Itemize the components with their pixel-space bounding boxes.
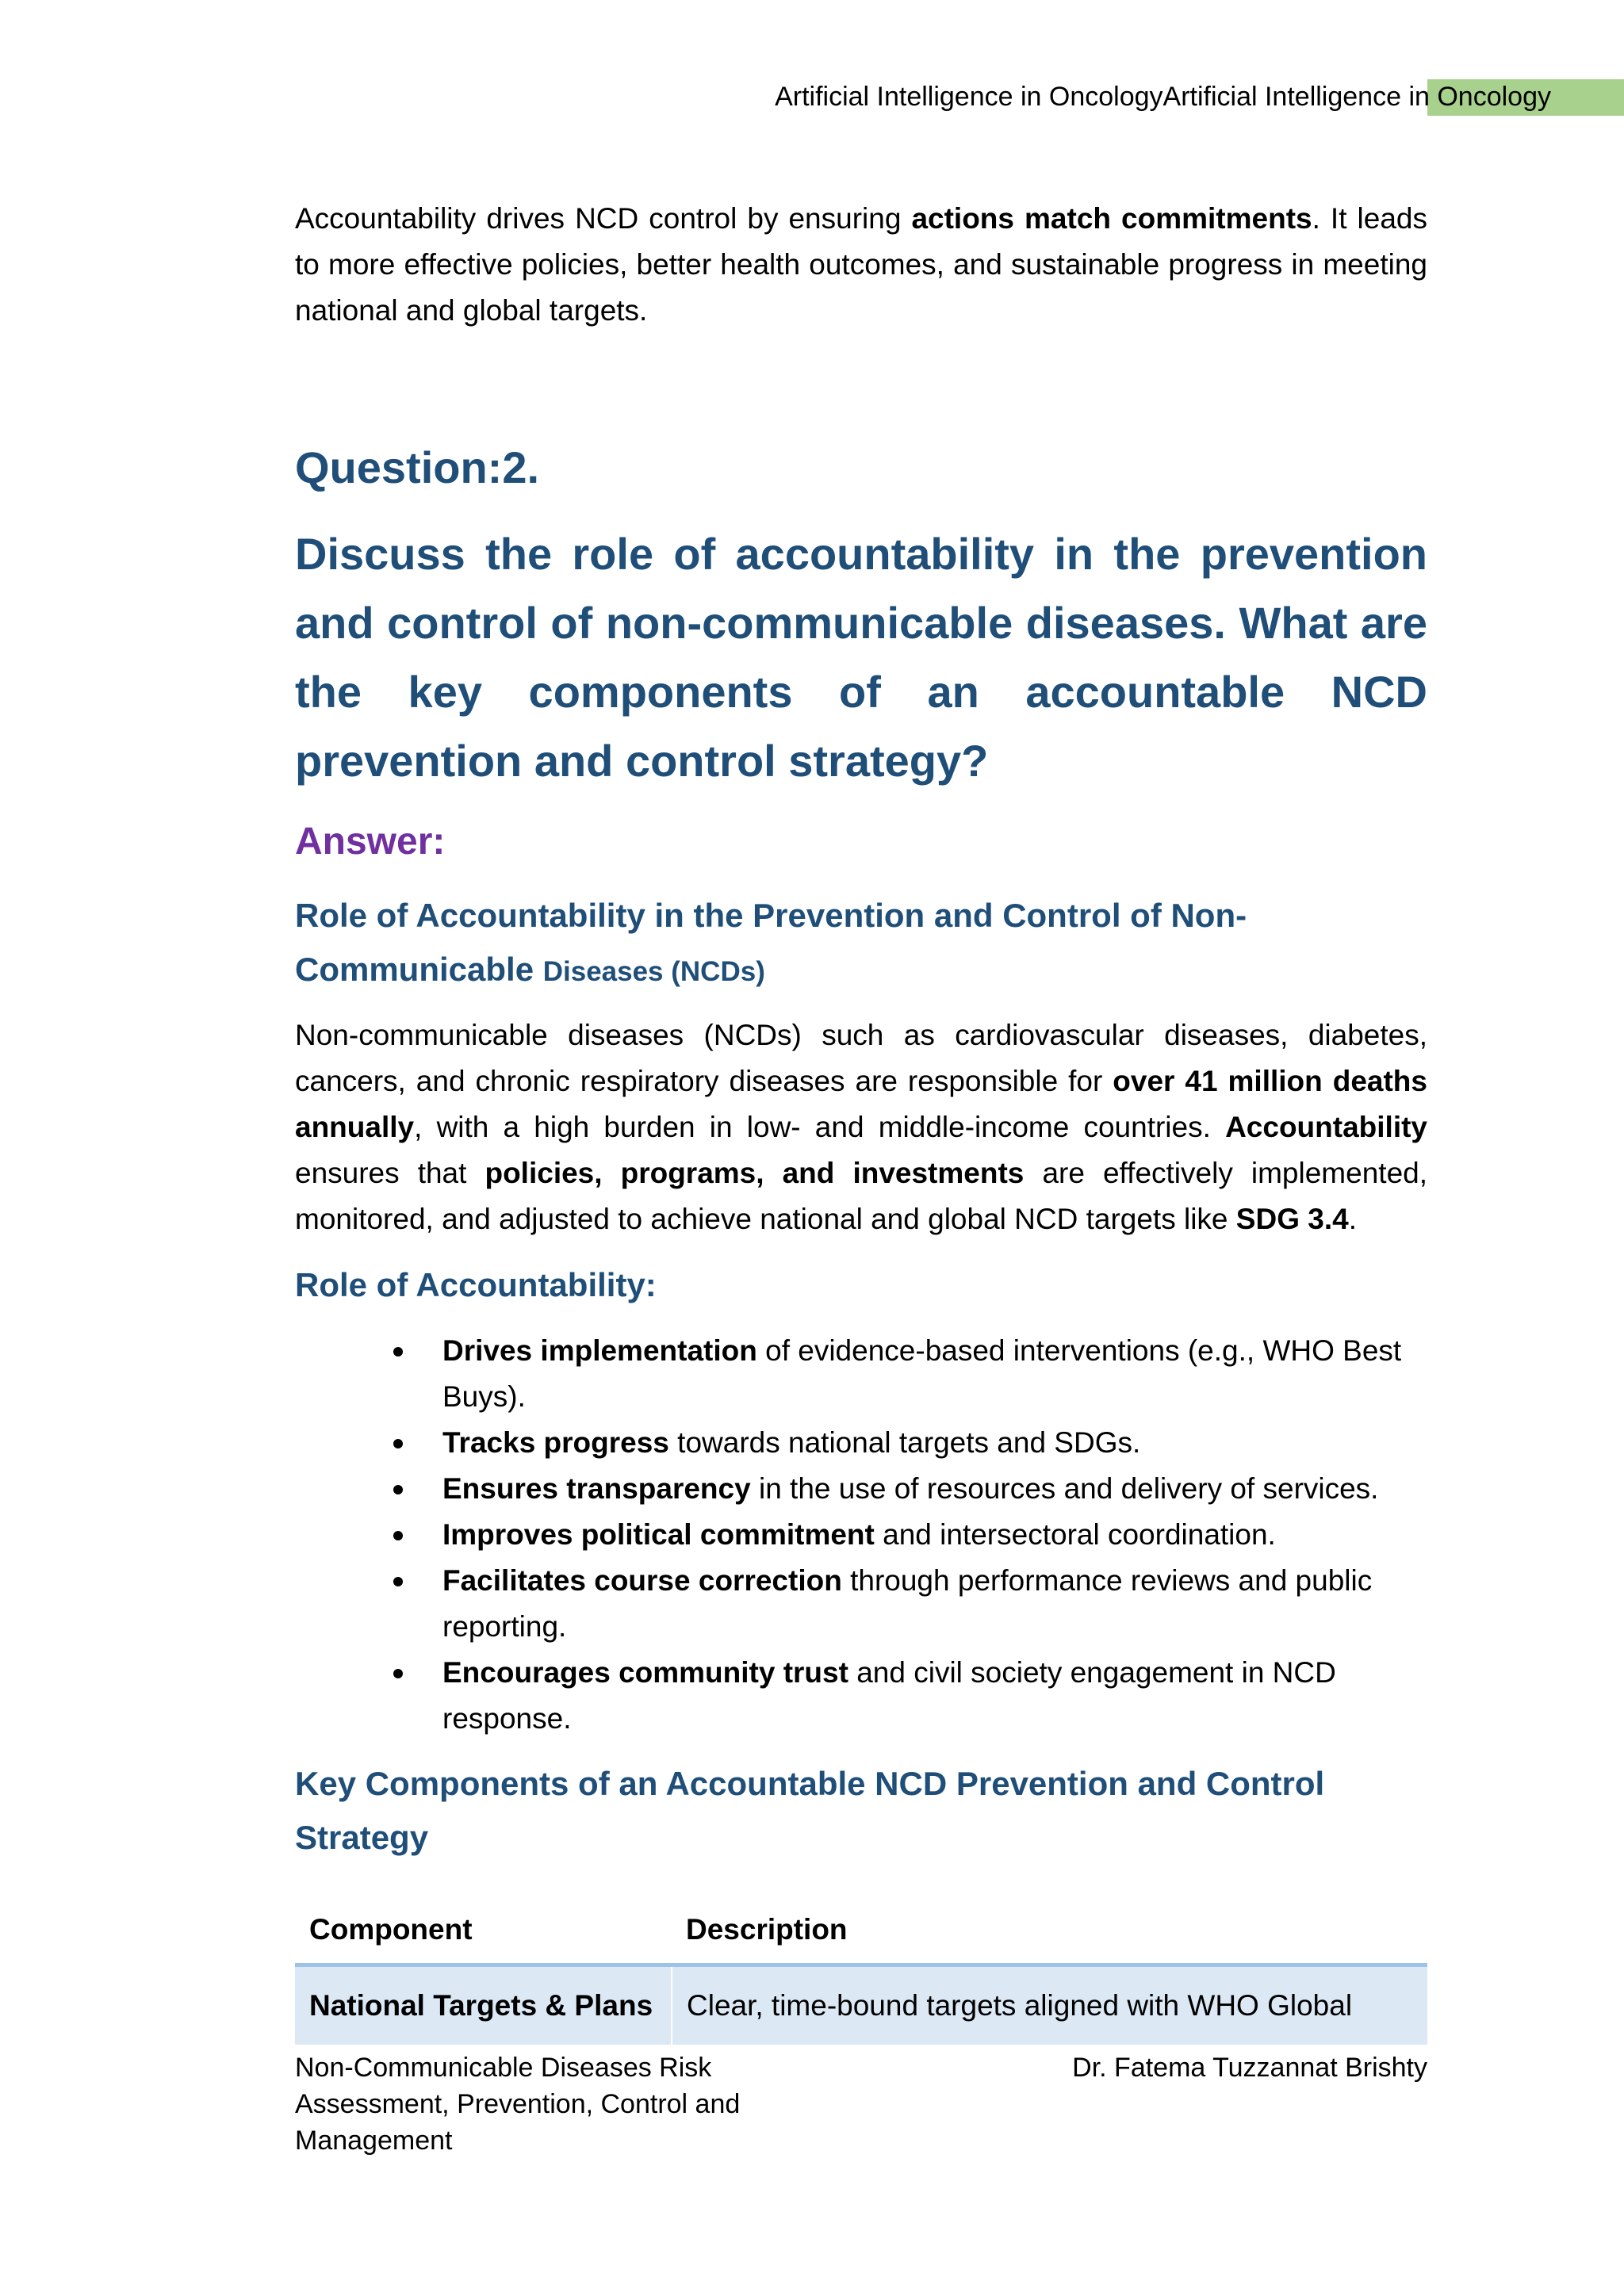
bullet-dot-icon bbox=[393, 1669, 403, 1678]
list-item bbox=[295, 1558, 1427, 1650]
ncd-text-5: . bbox=[1348, 1203, 1357, 1235]
ncd-text-4: are effectively implemented, monitored, and adjusted to achieve national and global NCD targets like bbox=[295, 1157, 1427, 1235]
bullet-dot-icon bbox=[393, 1439, 403, 1448]
list-item bbox=[295, 1420, 1427, 1466]
intro-text-2: . It leads to more effective policies, better health outcomes, and sustainable progress in meeting national and global targets. bbox=[295, 202, 1427, 327]
intro-section bbox=[295, 196, 1427, 334]
role-list-heading: Role of Accountability: bbox=[295, 1266, 657, 1303]
table-cell-description: Clear, time-bound targets aligned with WHO Global bbox=[672, 1965, 1427, 2045]
ncd-text-1: Non-communicable diseases (NCDs) such as cardiovascular diseases, diabetes, cancers, and chronic respiratory diseases are responsible for bbox=[295, 1019, 1427, 1097]
list-item bbox=[295, 1466, 1427, 1512]
table-header-row bbox=[295, 1896, 1427, 1965]
running-header-title: Artificial Intelligence in OncologyArtificial Intelligence in Oncology bbox=[775, 82, 1551, 112]
role-heading bbox=[295, 889, 1427, 999]
role-section bbox=[295, 889, 1427, 999]
question-label: Question:2. bbox=[295, 442, 540, 492]
ncd-bold-4: SDG 3.4 bbox=[1235, 1203, 1349, 1235]
table-header-description: Description bbox=[672, 1896, 1427, 1965]
footer-document-title: Non-Communicable Diseases Risk Assessment, Prevention, Control and Management bbox=[295, 2053, 741, 2156]
bullet-dot-icon bbox=[393, 1577, 403, 1586]
role-heading-small: Diseases (NCDs) bbox=[542, 956, 765, 987]
table-cell-component: National Targets & Plans bbox=[295, 1965, 672, 2045]
intro-text-1: Accountability drives NCD control by ensuring bbox=[295, 202, 912, 235]
ncd-bold-2: Accountability bbox=[1225, 1111, 1427, 1143]
bullet-dot-icon bbox=[393, 1531, 403, 1540]
list-item-text: in the use of resources and delivery of services. bbox=[750, 1472, 1379, 1505]
table-header-component: Component bbox=[295, 1896, 672, 1965]
intro-paragraph bbox=[295, 196, 1427, 334]
list-item-bold: Encourages community trust bbox=[442, 1656, 848, 1689]
components-heading-block bbox=[295, 1757, 1427, 1865]
list-item bbox=[295, 1512, 1427, 1558]
ncd-paragraph-block bbox=[295, 1012, 1427, 1242]
components-table bbox=[295, 1896, 1427, 2045]
list-item-text: towards national targets and SDGs. bbox=[668, 1426, 1141, 1459]
ncd-bold-3: policies, programs, and investments bbox=[485, 1157, 1025, 1189]
role-heading-main: Role of Accountability in the Prevention and Control of Non-Communicable bbox=[295, 897, 1247, 988]
ncd-text-3: ensures that bbox=[295, 1157, 485, 1189]
footer-author: Dr. Fatema Tuzzannat Brishty bbox=[1072, 2053, 1427, 2083]
list-item-bold: Drives implementation bbox=[442, 1334, 757, 1367]
role-list-heading-block bbox=[295, 1258, 1427, 1312]
list-item-bold: Tracks progress bbox=[442, 1426, 669, 1459]
list-item-bold: Improves political commitment bbox=[442, 1518, 875, 1551]
list-item-text: through performance reviews and public reporting. bbox=[442, 1564, 1373, 1643]
list-item-bold: Facilitates course correction bbox=[442, 1564, 842, 1597]
ncd-text-2: , with a high burden in low- and middle-income countries. bbox=[414, 1111, 1226, 1143]
list-item-text: and civil society engagement in NCD response. bbox=[442, 1656, 1336, 1735]
bullet-dot-icon bbox=[393, 1485, 403, 1494]
list-item bbox=[295, 1650, 1427, 1742]
intro-bold: actions match commitments bbox=[911, 202, 1312, 235]
list-item-text: of evidence-based interventions (e.g., WHO Best Buys). bbox=[442, 1334, 1402, 1413]
question-text: Discuss the role of accountability in the prevention and control of non-communicable diseases. What are the key components of an accountable NCD prevention and control strategy? bbox=[295, 529, 1427, 786]
ncd-bold-1: over 41 million deaths annually bbox=[295, 1065, 1427, 1143]
bullet-dot-icon bbox=[393, 1347, 403, 1357]
answer-label: Answer: bbox=[295, 821, 446, 863]
list-item-bold: Ensures transparency bbox=[442, 1472, 751, 1505]
list-item-text: and intersectoral coordination. bbox=[874, 1518, 1276, 1551]
components-heading: Key Components of an Accountable NCD Prevention and Control Strategy bbox=[295, 1765, 1325, 1856]
table-row bbox=[295, 1965, 1427, 2045]
ncd-paragraph bbox=[295, 1012, 1427, 1242]
role-bullet-list bbox=[295, 1328, 1427, 1742]
list-item bbox=[295, 1328, 1427, 1420]
